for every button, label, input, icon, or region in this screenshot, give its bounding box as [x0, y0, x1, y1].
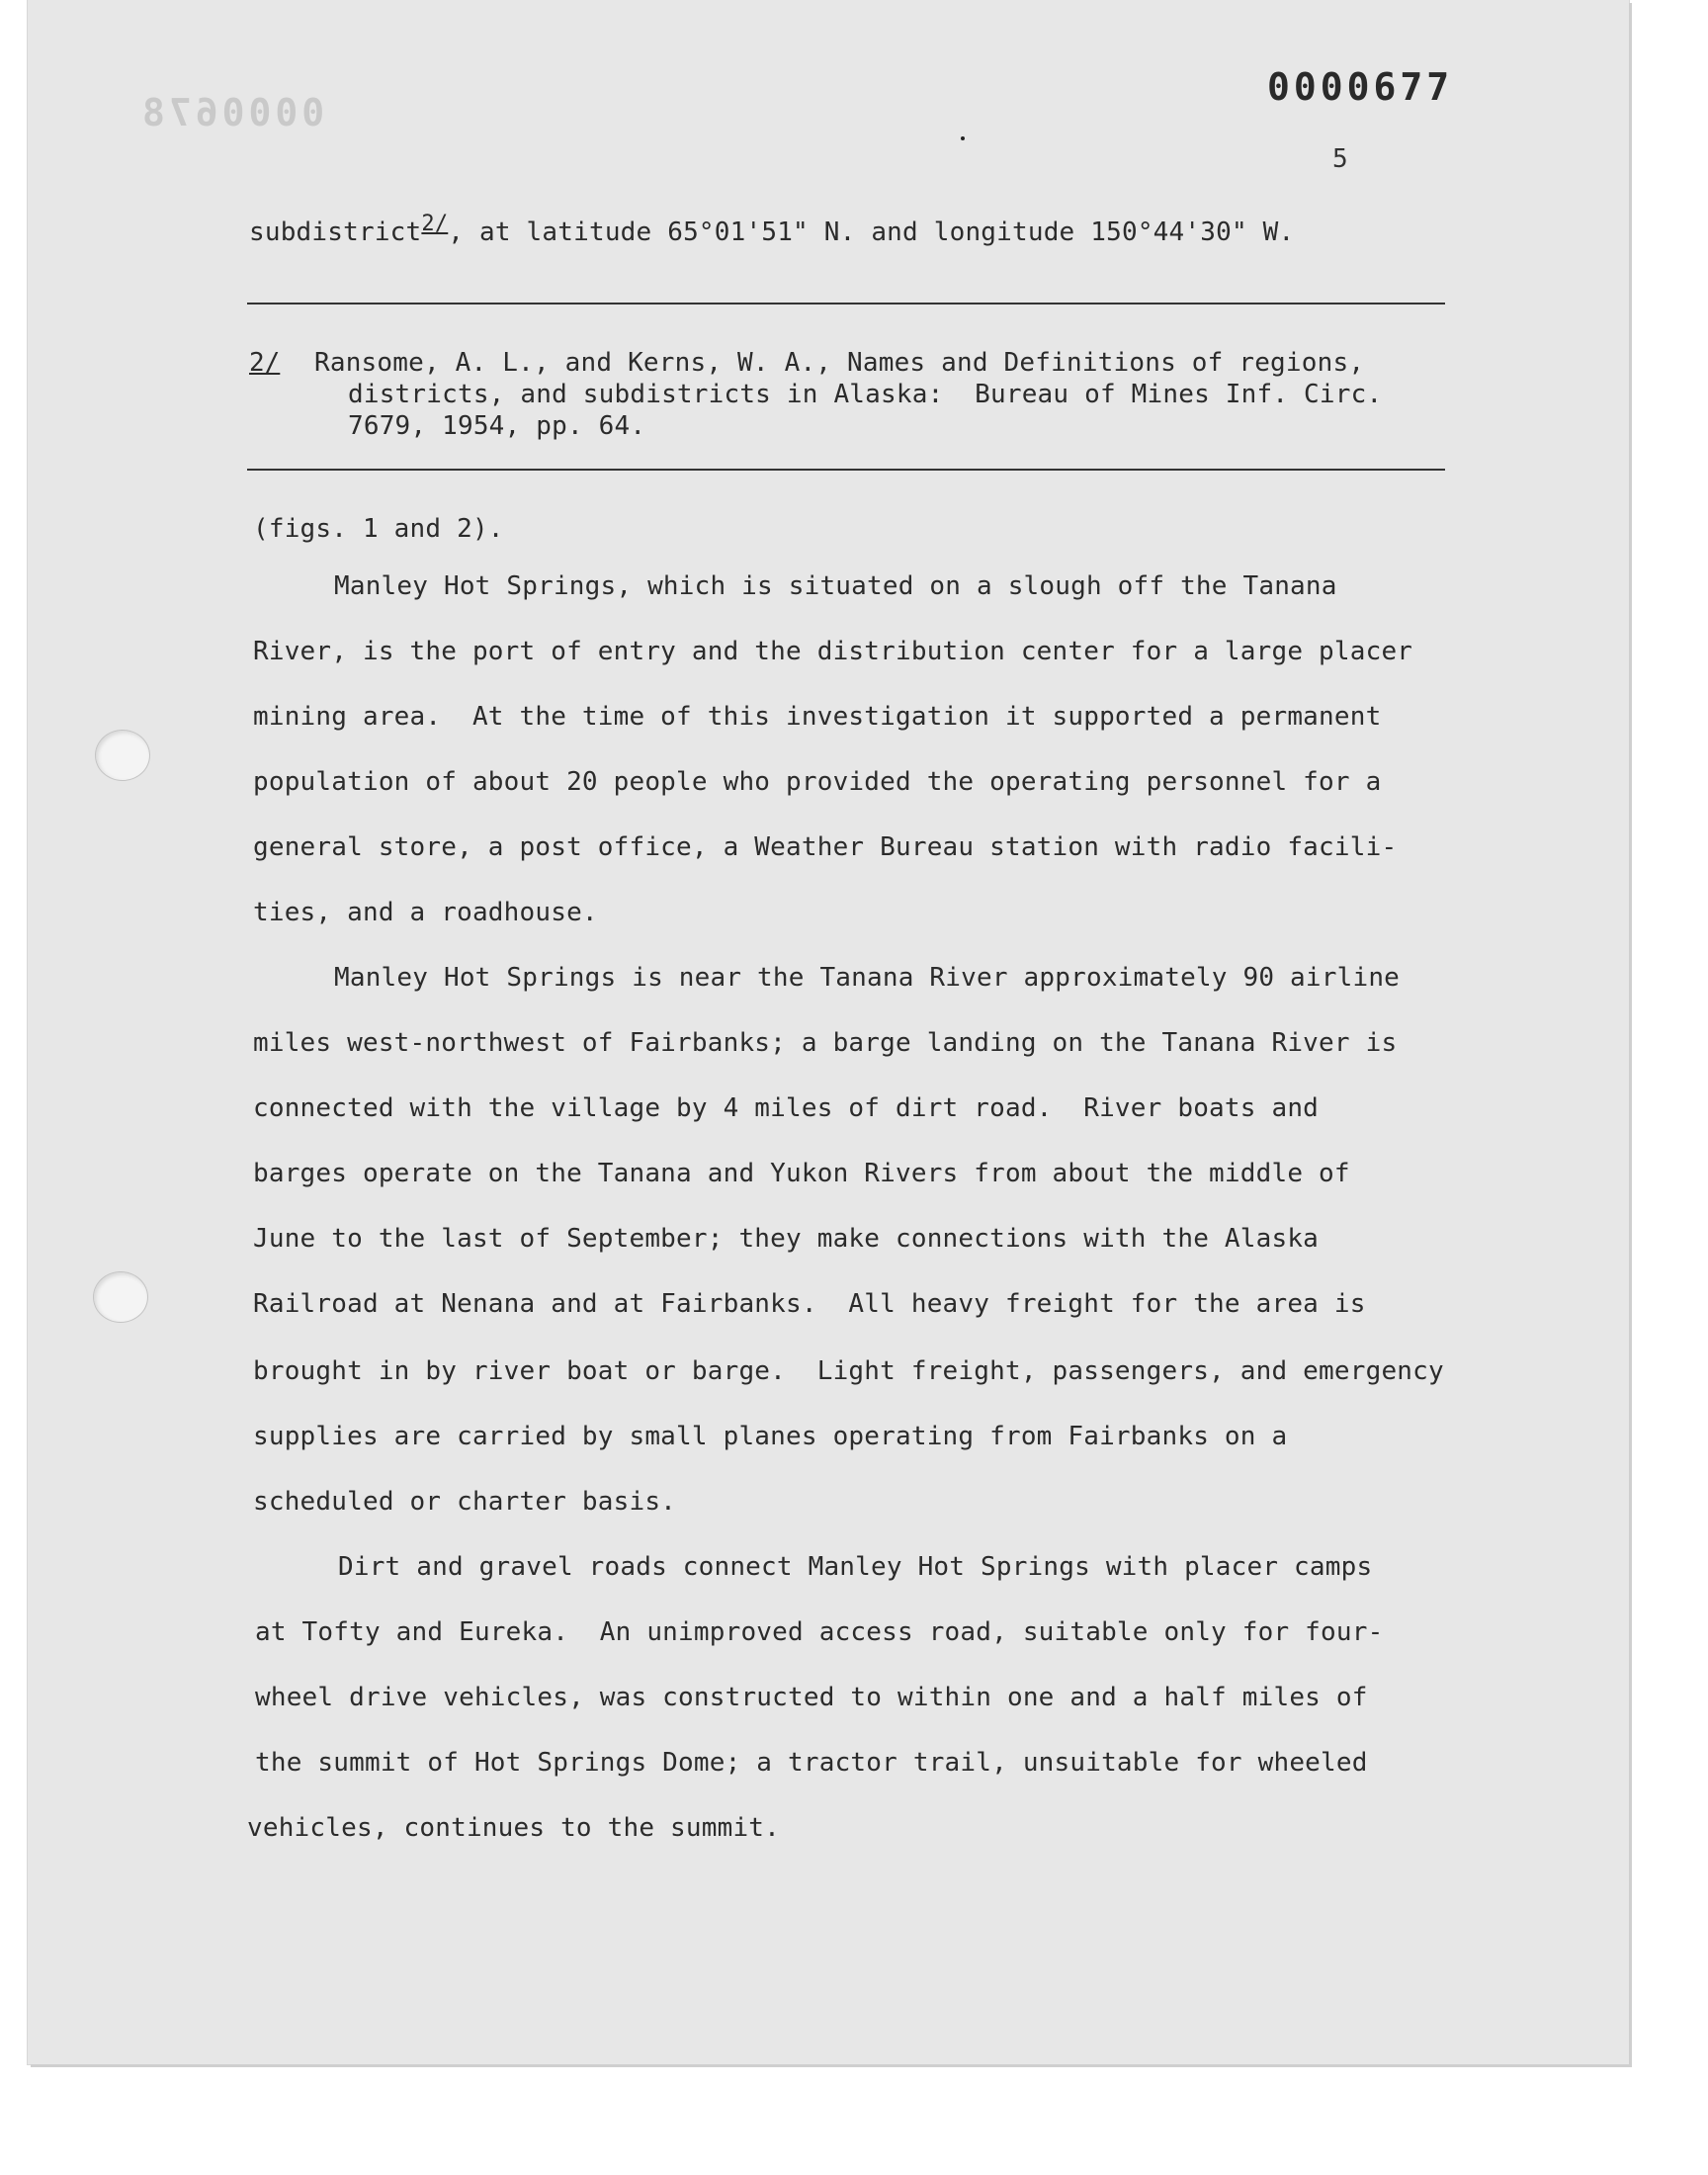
footnote-line: 7679, 1954, pp. 64.: [348, 411, 646, 441]
paragraph-line: ties, and a roadhouse.: [253, 898, 598, 927]
paragraph-line: at Tofty and Eureka. An unimproved access road, suitable only for four-: [255, 1617, 1384, 1647]
document-page: [28, 0, 1629, 2064]
opening-line: [249, 212, 1294, 247]
footnote-rule-bottom: [247, 469, 1445, 471]
footnote-rule-top: [247, 303, 1445, 304]
footnote-line: Ransome, A. L., and Kerns, W. A., Names and Definitions of regions,: [314, 348, 1365, 378]
paragraph-line: River, is the port of entry and the distribution center for a large placer: [253, 637, 1413, 666]
opening-line-end: , at latitude 65°01'51" N. and longitude 150°44'30" W.: [448, 218, 1295, 247]
stamp-number-ghost: 0000678: [138, 91, 325, 134]
footnote-reference: 2/: [421, 212, 449, 236]
footnote-line: districts, and subdistricts in Alaska: Bureau of Mines Inf. Circ.: [348, 380, 1383, 409]
paragraph-line: mining area. At the time of this investigation it supported a permanent: [253, 702, 1382, 732]
footnote-marker: 2/: [249, 348, 281, 378]
paragraph-line: wheel drive vehicles, was constructed to within one and a half miles of: [255, 1683, 1368, 1712]
paragraph-line: June to the last of September; they make connections with the Alaska: [253, 1224, 1320, 1254]
punch-hole: [95, 730, 150, 781]
continuation-line: (figs. 1 and 2).: [253, 514, 504, 544]
page-number: 5: [1332, 144, 1348, 174]
paragraph-line: brought in by river boat or barge. Light freight, passengers, and emergency: [253, 1356, 1444, 1386]
paragraph-line: Dirt and gravel roads connect Manley Hot Springs with placer camps: [338, 1552, 1373, 1582]
paragraph-line: barges operate on the Tanana and Yukon Rivers from about the middle of: [253, 1159, 1350, 1188]
paragraph-line: miles west-northwest of Fairbanks; a barge landing on the Tanana River is: [253, 1028, 1398, 1058]
punch-hole: [93, 1271, 148, 1323]
paragraph-line: supplies are carried by small planes operating from Fairbanks on a: [253, 1422, 1288, 1451]
paragraph-line: the summit of Hot Springs Dome; a tractor trail, unsuitable for wheeled: [255, 1748, 1368, 1778]
paragraph-line: Manley Hot Springs, which is situated on a slough off the Tanana: [334, 571, 1337, 601]
paragraph-line: Railroad at Nenana and at Fairbanks. All heavy freight for the area is: [253, 1289, 1366, 1319]
paragraph-line: vehicles, continues to the summit.: [247, 1813, 781, 1843]
paragraph-line: population of about 20 people who provided the operating personnel for a: [253, 767, 1382, 797]
speck-mark: [961, 136, 965, 140]
paragraph-line: scheduled or charter basis.: [253, 1487, 677, 1517]
stamp-number: 0000677: [1267, 65, 1454, 109]
paragraph-line: connected with the village by 4 miles of dirt road. River boats and: [253, 1093, 1320, 1123]
paragraph-line: Manley Hot Springs is near the Tanana River approximately 90 airline: [334, 963, 1401, 993]
opening-line-start: subdistrict: [249, 218, 422, 247]
paragraph-line: general store, a post office, a Weather Bureau station with radio facili-: [253, 832, 1398, 862]
